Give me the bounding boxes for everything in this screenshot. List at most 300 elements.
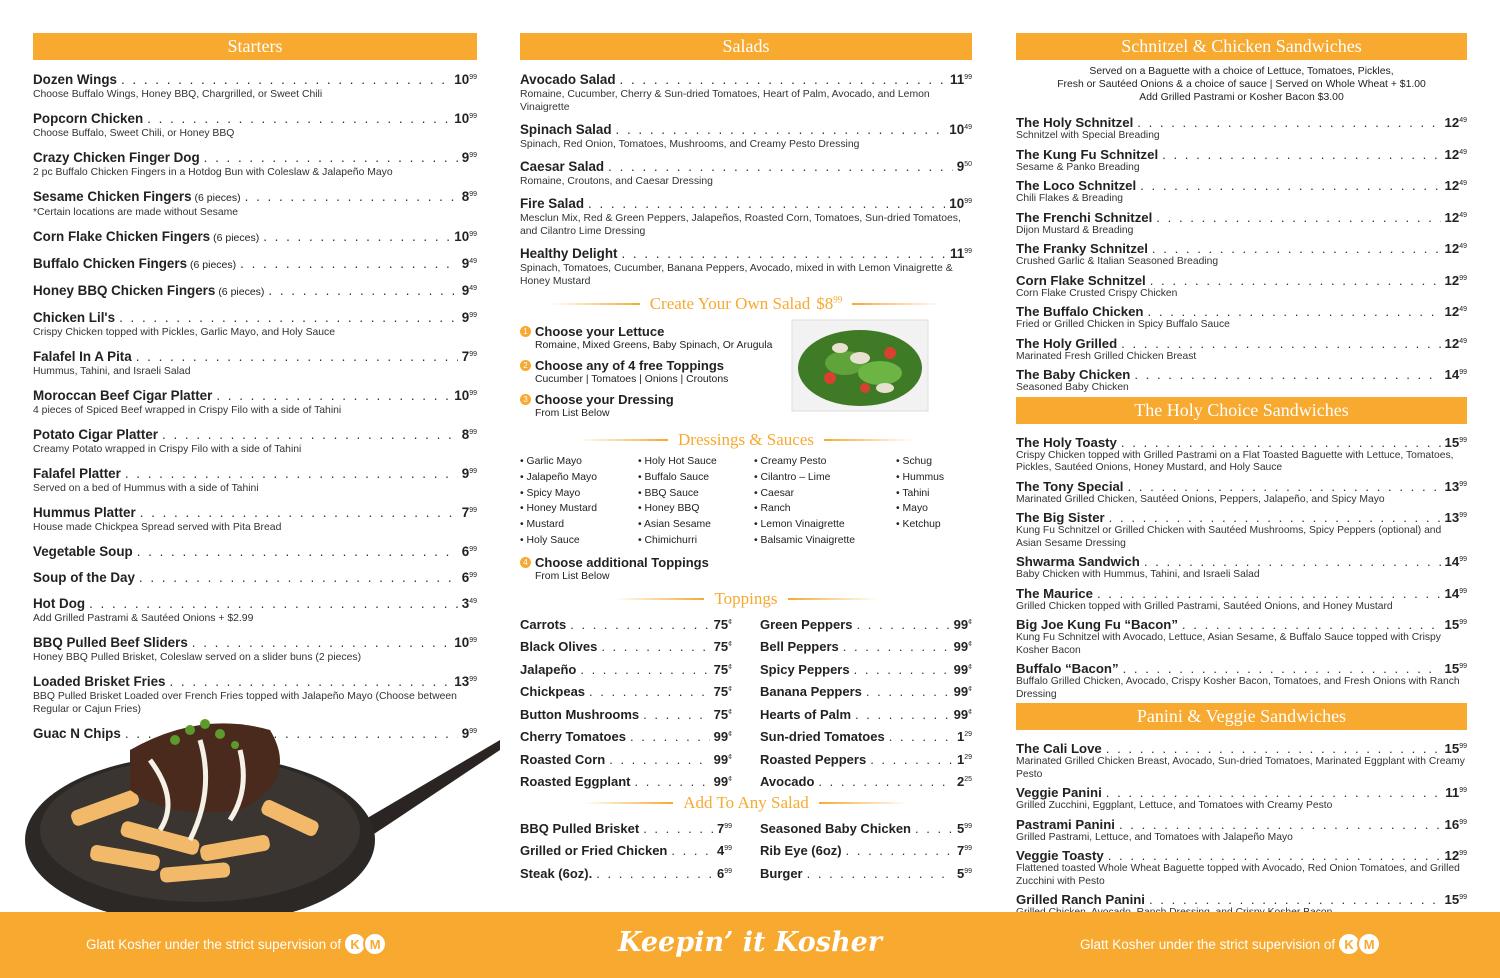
item-price <box>462 347 477 365</box>
item-price-dollars: 14 <box>1444 367 1460 382</box>
item-price <box>957 770 972 793</box>
item-price-cents: ¢ <box>968 663 972 671</box>
item-description: Baby Chicken with Hummus, Tahini, and Israeli Salad <box>1016 569 1260 580</box>
item-description: *Certain locations are made without Sesame <box>33 207 239 218</box>
item-name: The Holy Grilled <box>1016 335 1118 351</box>
sauce-item: • Ketchup <box>896 519 941 531</box>
item-description: Schnitzel with Special Breading <box>1016 130 1160 141</box>
item-price <box>717 839 732 862</box>
menu-item <box>33 594 477 625</box>
item-name: Hot Dog <box>33 596 86 611</box>
item-description: BBQ Pulled Brisket Loaded over French Fries topped with Jalapeño Mayo (Choose between Regular or Cajun Fries) <box>33 691 457 715</box>
step-title: Choose your Dressing <box>535 392 674 407</box>
menu-item <box>520 194 972 238</box>
item-price-cents: 49 <box>964 124 972 131</box>
menu-item-row <box>520 658 732 681</box>
menu-item <box>33 633 477 664</box>
item-price-cents: ¢ <box>968 618 972 626</box>
dot-leader <box>263 229 450 245</box>
item-price-dollars: 99 <box>713 729 729 745</box>
item-price-dollars: 6 <box>461 570 470 585</box>
item-price <box>714 703 732 726</box>
item-description: Corn Flake Crusted Crispy Chicken <box>1016 287 1178 299</box>
item-price-cents: ¢ <box>968 641 972 649</box>
sauce-item: • Schug <box>896 456 932 467</box>
menu-item <box>760 725 972 748</box>
dot-leader <box>570 615 709 636</box>
item-price <box>462 281 477 299</box>
sauce-name: Ketchup <box>902 519 941 531</box>
item-price-cents: 99 <box>469 312 477 319</box>
toppings-left <box>520 613 732 793</box>
item-price <box>957 817 972 840</box>
sauce-item: • Creamy Pesto <box>754 456 827 467</box>
create-salad-step <box>520 555 972 583</box>
menu-item <box>33 503 477 534</box>
dressings-header <box>520 430 972 450</box>
menu-item <box>1016 552 1467 582</box>
item-name: Seasoned Baby Chicken <box>760 820 911 836</box>
item-price-dollars: 75 <box>713 684 729 700</box>
dot-leader <box>1127 479 1440 494</box>
salads-list <box>520 70 972 288</box>
toppings-title: Toppings <box>714 588 778 608</box>
item-description: Spinach, Red Onion, Tomatoes, Mushrooms, and Creamy Pesto Dressing <box>520 139 860 150</box>
step-description: From List Below <box>535 408 610 419</box>
item-description: Crispy Chicken topped with Grilled Pastrami on a Flat Toasted Baguette with Lettuce, Tomatoes, Pickles, Sautéed Onions, Honey Mustard, and Holy Sauce <box>1016 449 1454 473</box>
schnitzel-note-line-3: Add Grilled Pastrami or Kosher Bacon $3.00 <box>1139 92 1344 103</box>
dot-leader <box>1121 435 1441 450</box>
item-size: (6 pieces) <box>194 192 241 204</box>
menu-item <box>1016 659 1467 701</box>
menu-item-row <box>520 725 732 748</box>
item-description: Flattened toasted Whole Wheat Baguette topped with Avocado, Red Onion Tomatoes, and Grilled Zucchini with Pesto <box>1016 863 1460 887</box>
dot-leader <box>854 660 950 681</box>
item-price-cents: 99 <box>469 390 477 397</box>
menu-item-row <box>33 464 477 482</box>
item-name: Moroccan Beef Cigar Platter <box>33 388 213 403</box>
menu-item-row <box>1016 176 1467 193</box>
item-name: Rib Eye (6oz) <box>760 843 842 859</box>
item-name: Falafel In A Pita <box>33 349 132 364</box>
menu-item-row <box>33 281 477 300</box>
item-price <box>1445 846 1467 863</box>
dot-leader <box>1162 147 1440 162</box>
sauce-item: • Holy Sauce <box>520 534 580 546</box>
item-price-cents: 99 <box>469 351 477 358</box>
item-name: Hearts of Palm <box>760 706 852 722</box>
menu-item <box>1016 113 1467 143</box>
schnitzel-list <box>1016 113 1467 395</box>
item-name: Black Olives <box>520 639 598 655</box>
item-name: Falafel Platter <box>33 466 121 481</box>
step-body <box>535 555 709 583</box>
item-price-dollars: 12 <box>1444 209 1460 225</box>
menu-item <box>33 347 477 378</box>
item-price-cents: 49 <box>469 285 477 292</box>
item-price <box>454 109 477 127</box>
item-price <box>1445 552 1467 569</box>
dot-leader <box>125 466 458 482</box>
item-price <box>462 187 477 205</box>
item-name: Cherry Tomatoes <box>520 729 626 745</box>
item-name: Roasted Corn <box>520 751 606 767</box>
item-price <box>714 680 732 703</box>
menu-item-row <box>520 839 732 862</box>
loaded-fries-photo <box>0 690 500 912</box>
menu-item <box>760 613 972 636</box>
item-price-cents: 99 <box>1459 436 1467 444</box>
sauce-item: • Garlic Mayo <box>520 456 582 467</box>
item-name: Shwarma Sandwich <box>1016 554 1140 569</box>
item-price <box>1445 508 1467 525</box>
item-price-cents: 99 <box>469 507 477 514</box>
item-price-dollars: 9 <box>461 310 470 325</box>
item-price-dollars: 8 <box>461 427 470 442</box>
sauce-column <box>754 454 896 549</box>
salads-column <box>520 33 972 884</box>
dot-leader <box>866 682 950 703</box>
item-name: Roasted Peppers <box>760 751 867 767</box>
menu-item <box>520 748 732 771</box>
dot-leader <box>140 505 458 521</box>
item-price <box>454 227 477 245</box>
sauce-item: • Hummus <box>896 471 945 483</box>
menu-item <box>760 658 972 681</box>
menu-item <box>1016 739 1467 781</box>
sauce-name: Spicy Mayo <box>526 487 581 499</box>
menu-item <box>520 120 972 151</box>
sauce-name: BBQ Sauce <box>644 487 699 499</box>
menu-item-row <box>1016 815 1467 832</box>
item-price <box>717 817 732 840</box>
item-price-dollars: 16 <box>1444 816 1460 832</box>
item-description: Marinated Grilled Chicken, Sautéed Onions, Peppers, Jalapeño, and Spicy Mayo <box>1016 493 1385 505</box>
menu-item <box>33 568 477 586</box>
dot-leader <box>268 283 457 299</box>
item-name: Soup of the Day <box>33 570 135 585</box>
item-price-dollars: 9 <box>956 159 965 174</box>
item-price-cents: 99 <box>1459 743 1467 750</box>
step-description: From List Below <box>535 570 610 582</box>
item-price <box>957 839 972 862</box>
item-description: Hummus, Tahini, and Israeli Salad <box>33 366 191 377</box>
item-price <box>454 633 477 651</box>
item-price-cents: 99 <box>1459 787 1467 794</box>
item-price-dollars: 99 <box>953 616 969 632</box>
menu-item <box>33 254 477 273</box>
dot-leader <box>1119 817 1441 832</box>
menu-item-row <box>760 770 972 793</box>
item-price-dollars: 3 <box>461 596 470 611</box>
create-salad-step <box>520 392 790 420</box>
sandwiches-column <box>1016 33 1467 953</box>
menu-item-row <box>33 594 477 612</box>
item-description: Honey BBQ Pulled Brisket, Coleslaw served on a slider buns (2 pieces) <box>33 652 362 663</box>
item-price-cents: 99 <box>964 248 972 255</box>
dot-leader <box>643 705 709 726</box>
item-name: Steak (6oz). <box>520 865 593 881</box>
menu-item <box>520 817 732 840</box>
item-price-dollars: 10 <box>454 635 470 650</box>
dot-leader <box>121 72 450 88</box>
item-description: Sesame & Panko Breading <box>1016 161 1140 173</box>
item-price-cents: 99 <box>1459 587 1467 595</box>
item-description: Add Grilled Pastrami & Sautéed Onions + $2.99 <box>33 613 254 624</box>
item-price <box>949 194 972 212</box>
item-price-dollars: 9 <box>461 150 470 165</box>
item-price <box>454 386 477 404</box>
item-price-cents: 49 <box>1459 148 1467 156</box>
menu-item-row <box>1016 846 1467 863</box>
menu-item-row <box>520 703 732 726</box>
item-price <box>462 148 477 166</box>
km-logo-k: K <box>1337 932 1361 956</box>
item-price <box>714 725 732 748</box>
schnitzel-note-line-2: Fresh or Sautéed Onions & a choice of sauce | Served on Whole Wheat + $1.00 <box>1057 79 1426 90</box>
item-size: (6 pieces) <box>213 232 260 244</box>
item-name: The Frenchi Schnitzel <box>1016 209 1153 225</box>
dot-leader <box>119 310 458 326</box>
menu-item-row <box>760 658 972 681</box>
create-salad-cents: 99 <box>833 294 843 305</box>
item-price <box>957 862 972 885</box>
item-description: Grilled Pastrami, Lettuce, and Tomatoes with Jalapeño Mayo <box>1016 831 1293 843</box>
item-name: Spinach Salad <box>520 122 612 137</box>
item-price-cents: 49 <box>1459 306 1467 313</box>
dot-leader <box>1150 273 1441 288</box>
create-salad-title: Create Your Own Salad <box>649 294 811 313</box>
sauce-item: • Mustard <box>520 519 565 531</box>
item-price-cents: 29 <box>964 731 972 739</box>
sauce-item: • Cilantro – Lime <box>754 471 831 483</box>
item-price <box>1445 739 1467 756</box>
dot-leader <box>192 635 451 651</box>
sauce-name: Creamy Pesto <box>760 456 827 467</box>
km-logo-m: M <box>363 932 387 956</box>
item-price-dollars: 1 <box>956 729 965 745</box>
menu-item <box>520 680 732 703</box>
item-price <box>1445 815 1467 832</box>
item-price-cents: 99 <box>964 198 972 205</box>
item-price-dollars: 15 <box>1444 892 1460 907</box>
create-salad-step <box>520 358 790 386</box>
menu-item <box>1016 615 1467 657</box>
item-price-cents: 99 <box>469 191 477 198</box>
dot-leader <box>1123 661 1441 676</box>
menu-item-row <box>1016 615 1467 632</box>
item-price <box>1445 433 1467 450</box>
sauce-name: Holy Hot Sauce <box>644 456 717 467</box>
step-body <box>535 324 772 352</box>
item-price <box>954 658 972 681</box>
item-description: Grilled Zucchini, Eggplant, Lettuce, and Tomatoes with Creamy Pesto <box>1016 800 1333 811</box>
dot-leader <box>580 660 709 681</box>
menu-item-row <box>1016 239 1467 256</box>
menu-item-row <box>1016 890 1467 907</box>
menu-item <box>520 770 732 793</box>
item-name: Popcorn Chicken <box>33 111 144 126</box>
item-description: Creamy Potato wrapped in Crispy Filo with a side of Tahini <box>33 444 302 455</box>
menu-item-row <box>760 862 972 885</box>
item-price-dollars: 4 <box>716 843 725 859</box>
dot-leader <box>89 596 458 612</box>
item-size: (6 pieces) <box>218 286 265 298</box>
toppings-right <box>760 613 972 793</box>
dot-leader <box>240 256 458 272</box>
item-price-cents: 99 <box>1459 619 1467 626</box>
item-description: Choose Buffalo Wings, Honey BBQ, Chargrilled, or Sweet Chili <box>33 89 323 100</box>
item-price-dollars: 11 <box>950 246 965 261</box>
item-price-dollars: 75 <box>713 616 729 632</box>
item-price-cents: 99 <box>964 822 972 830</box>
add-salad-header <box>520 793 972 813</box>
item-price-cents: 99 <box>1459 850 1467 857</box>
item-name: Loaded Brisket Fries <box>33 674 166 689</box>
item-price-dollars: 6 <box>461 544 470 559</box>
dot-leader <box>635 772 710 793</box>
item-price-cents: 99 <box>1459 818 1467 826</box>
menu-item <box>1016 477 1467 507</box>
holy-choice-header: The Holy Choice Sandwiches <box>1016 397 1467 424</box>
dot-leader <box>621 246 946 262</box>
item-price <box>1445 302 1467 319</box>
item-price <box>1445 271 1467 288</box>
step-body <box>535 358 728 386</box>
item-price-dollars: 15 <box>1444 661 1460 676</box>
menu-item <box>1016 334 1467 364</box>
item-price-cents: 99 <box>964 867 972 875</box>
item-description: 2 pc Buffalo Chicken Fingers in a Hotdog Bun with Coleslaw & Jalapeño Mayo <box>33 167 393 178</box>
item-name: Veggie Panini <box>1016 785 1102 800</box>
item-name: The Holy Schnitzel <box>1016 115 1134 130</box>
item-price-dollars: 9 <box>461 256 470 271</box>
starters-column <box>33 33 477 750</box>
menu-item-row <box>520 120 972 138</box>
item-price-dollars: 9 <box>461 466 470 481</box>
dot-leader <box>204 150 458 166</box>
item-price-dollars: 15 <box>1444 434 1460 450</box>
item-price-cents: ¢ <box>728 731 732 739</box>
item-price-dollars: 10 <box>454 388 470 403</box>
item-name: BBQ Pulled Brisket <box>520 820 640 836</box>
item-price-dollars: 10 <box>949 122 965 137</box>
menu-item <box>520 839 732 862</box>
dot-leader <box>855 705 950 726</box>
item-price-dollars: 11 <box>950 72 965 87</box>
sauce-item: • Lemon Vinaigrette <box>754 519 845 531</box>
sauce-name: Garlic Mayo <box>526 456 582 467</box>
item-price-dollars: 10 <box>454 111 470 126</box>
sauce-item: • Balsamic Vinaigrette <box>754 534 856 546</box>
menu-item-row <box>33 70 477 88</box>
item-price <box>1445 890 1467 907</box>
menu-item-row <box>33 254 477 273</box>
item-price-cents: 49 <box>1459 243 1467 250</box>
item-price <box>462 425 477 443</box>
item-price-dollars: 11 <box>1445 785 1460 800</box>
item-name: The Holy Toasty <box>1016 434 1117 450</box>
item-price-cents: ¢ <box>968 708 972 716</box>
menu-item <box>760 817 972 840</box>
item-name: The Buffalo Chicken <box>1016 304 1144 319</box>
item-description: Marinated Grilled Chicken Breast, Avocado, Sun-dried Tomatoes, Marinated Eggplant with Creamy Pesto <box>1016 756 1465 780</box>
menu-item-row <box>520 194 972 212</box>
sauce-name: Holy Sauce <box>526 534 580 546</box>
menu-item-row <box>33 542 477 560</box>
menu-item-row <box>760 703 972 726</box>
item-name: Sesame Chicken Fingers <box>33 189 192 204</box>
sauce-item: • Ranch <box>754 503 791 515</box>
menu-item-row <box>1016 334 1467 351</box>
item-price-dollars: 12 <box>1444 241 1460 256</box>
item-description: Mesclun Mix, Red & Green Peppers, Jalapeños, Roasted Corn, Tomatoes, Sun-dried Tomatoes, and Cilantro Lime Dressing <box>520 213 961 237</box>
item-name: Jalapeño <box>520 661 577 677</box>
item-name: Chicken Lil's <box>33 310 116 325</box>
menu-item-row <box>33 672 477 690</box>
sauce-name: Mustard <box>526 519 565 531</box>
item-price-dollars: 14 <box>1444 585 1460 601</box>
item-price-cents: 99 <box>469 676 477 683</box>
sauce-item: • Honey BBQ <box>638 503 700 515</box>
menu-item-row <box>1016 584 1467 601</box>
create-salad-header <box>520 294 972 314</box>
dot-leader <box>137 544 458 560</box>
dot-leader <box>807 864 953 885</box>
sauce-name: Caesar <box>760 487 795 499</box>
menu-item-row <box>760 839 972 862</box>
item-size: (6 pieces) <box>190 259 237 271</box>
menu-item <box>760 839 972 862</box>
item-price-cents: 99 <box>1459 480 1467 488</box>
item-price-cents: 49 <box>469 258 477 265</box>
footer-right <box>1080 932 1381 956</box>
sauce-item: • Caesar <box>754 487 795 499</box>
dot-leader <box>601 637 709 658</box>
add-salad-grid <box>520 817 972 885</box>
sauce-name: Tahini <box>902 487 930 499</box>
item-name: The Tony Special <box>1016 478 1124 494</box>
dot-leader <box>1149 892 1441 907</box>
item-price-dollars: 15 <box>1444 741 1460 756</box>
menu-item-row <box>760 725 972 748</box>
schnitzel-note <box>1016 65 1467 104</box>
item-name: Potato Cigar Platter <box>33 427 159 442</box>
menu-item-row <box>1016 271 1467 288</box>
item-price <box>462 308 477 326</box>
dot-leader <box>1152 241 1441 256</box>
sauce-name: Buffalo Sauce <box>644 471 710 483</box>
menu-item-row <box>520 770 732 793</box>
item-name: Big Joe Kung Fu “Bacon” <box>1016 617 1178 632</box>
menu-item-row <box>760 817 972 840</box>
item-price-cents: 99 <box>469 113 477 120</box>
item-price-dollars: 9 <box>461 726 470 741</box>
item-price <box>957 725 972 748</box>
item-price <box>462 542 477 560</box>
item-name: Veggie Toasty <box>1016 848 1104 863</box>
step-number: 4 <box>520 557 531 568</box>
menu-item <box>1016 433 1467 475</box>
menu-item-row <box>33 109 477 127</box>
item-description: Chili Flakes & Breading <box>1016 193 1124 204</box>
item-name: The Maurice <box>1016 585 1093 601</box>
item-price <box>462 503 477 521</box>
dot-leader <box>1121 336 1440 351</box>
dot-leader <box>620 72 947 88</box>
sauce-item: • Holy Hot Sauce <box>638 456 717 467</box>
item-description: Marinated Fresh Grilled Chicken Breast <box>1016 350 1197 362</box>
